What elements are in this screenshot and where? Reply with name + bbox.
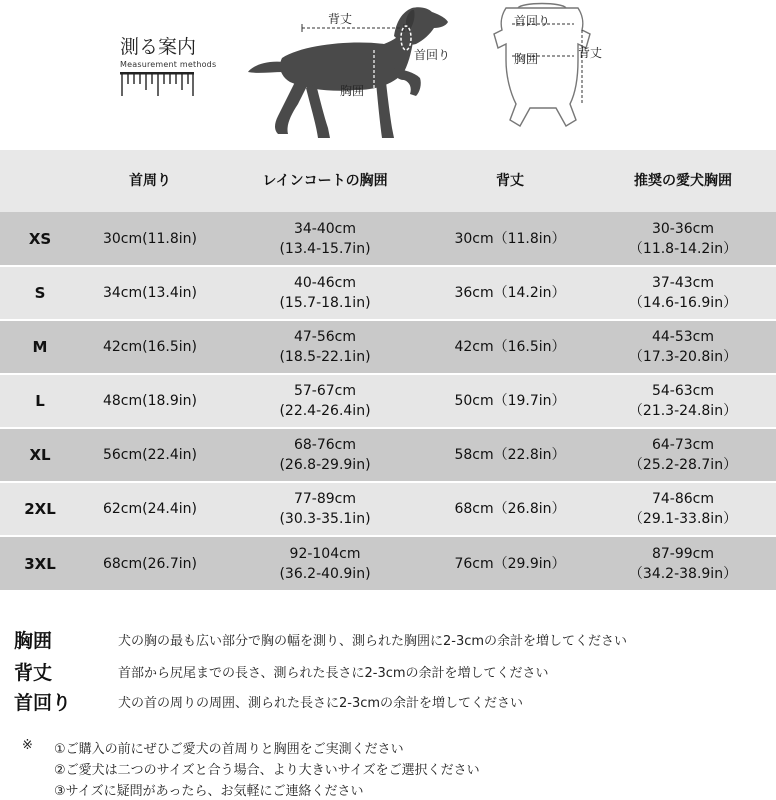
size-label: 3XL — [24, 554, 56, 573]
dog-chest-in: （21.3-24.8in） — [628, 403, 738, 419]
note-item: ②ご愛犬は二つのサイズと合う場合、より大きいサイズをご選択ください — [54, 763, 480, 778]
back-length-value: 30cm（11.8in） — [454, 230, 566, 247]
dog-chest-cm: 44-53cm — [651, 329, 714, 345]
dog-chest-value — [590, 544, 776, 584]
dog-chest-in: （11.8-14.2in） — [628, 240, 738, 257]
table-row — [0, 212, 776, 265]
back-length-value: 50cm（19.7in） — [454, 393, 566, 409]
garment-back-length-label: 背丈 — [578, 46, 603, 60]
coat-chest-in: (15.7-18.1in) — [279, 295, 371, 311]
coat-chest-value — [220, 273, 430, 313]
dog-chest-in: （34.2-38.9in） — [628, 565, 738, 582]
coat-chest-in: (26.8-29.9in) — [279, 457, 371, 473]
back-length-value: 68cm（26.8in） — [454, 501, 566, 517]
definition-neck — [0, 688, 776, 718]
dog-chest-cm: 64-73cm — [651, 437, 714, 453]
garment-neck-label: 首回り — [514, 14, 551, 28]
neck-value: 34cm(13.4in) — [102, 285, 197, 301]
definition-back-length — [0, 658, 776, 688]
coat-chest-in: (18.5-22.1in) — [279, 349, 371, 365]
size-label: XS — [28, 229, 52, 248]
dog-chest-value — [590, 435, 776, 475]
dog-chest-cm: 87-99cm — [651, 545, 714, 562]
coat-chest-cm: 40-46cm — [293, 275, 356, 291]
coat-chest-cm: 92-104cm — [289, 545, 361, 562]
dog-chest-cm: 30-36cm — [651, 220, 714, 237]
measurement-method-subtitle: Measurement methods — [120, 60, 217, 69]
dog-chest-in: （25.2-28.7in） — [628, 457, 738, 473]
ruler-icon — [120, 72, 196, 98]
note-item: ③サイズに疑問があったら、お気軽にご連絡ください — [54, 784, 364, 799]
dog-chest-in: （29.1-33.8in） — [628, 511, 738, 527]
back-length-value: 42cm（16.5in） — [454, 339, 566, 355]
definition-term: 胸囲 — [14, 630, 53, 652]
dog-chest-cm: 37-43cm — [651, 275, 714, 291]
dog-neck-label: 首回り — [414, 48, 451, 62]
dog-silhouette-icon — [244, 0, 474, 150]
note-mark: ※ — [22, 738, 33, 753]
dog-chest-value — [590, 219, 776, 259]
dog-chest-value — [590, 327, 776, 367]
coat-chest-in: (36.2-40.9in) — [279, 565, 371, 582]
coat-chest-cm: 57-67cm — [293, 383, 356, 399]
coat-chest-cm: 68-76cm — [293, 437, 356, 453]
table-row — [0, 321, 776, 373]
back-length-value: 76cm（29.9in） — [454, 555, 566, 572]
garment-chest-label: 胸囲 — [514, 52, 539, 66]
neck-value: 68cm(26.7in) — [102, 555, 197, 572]
dog-chest-label: 胸囲 — [340, 84, 365, 98]
dog-back-length-label: 背丈 — [328, 12, 353, 26]
definition-description: 首部から尻尾までの長さ、測られた長さに2-3cmの余計を増してください — [118, 666, 549, 681]
neck-value: 56cm(22.4in) — [102, 447, 197, 463]
table-row — [0, 267, 776, 319]
definition-chest — [0, 626, 776, 656]
dog-chest-value — [590, 381, 776, 421]
measurement-method-title: 測る案内 — [120, 36, 197, 58]
coat-chest-value — [220, 381, 430, 421]
back-length-value: 58cm（22.8in） — [454, 447, 566, 463]
definition-term: 背丈 — [14, 662, 53, 684]
coat-chest-value — [220, 219, 430, 259]
header-dog-chest: 推奨の愛犬胸囲 — [634, 173, 732, 189]
header-neck: 首周り — [129, 173, 171, 189]
header-coat-chest: レインコートの胸囲 — [262, 173, 388, 189]
dog-chest-value — [590, 489, 776, 529]
coat-chest-cm: 77-89cm — [293, 491, 356, 507]
size-label: 2XL — [24, 500, 56, 518]
table-row — [0, 537, 776, 590]
definition-description: 犬の首の周りの周囲、測られた長さに2-3cmの余計を増してください — [118, 696, 524, 711]
size-label: L — [35, 392, 45, 410]
dog-chest-value — [590, 273, 776, 313]
coat-chest-in: (30.3-35.1in) — [279, 511, 371, 527]
coat-chest-in: (13.4-15.7in) — [279, 240, 371, 257]
neck-value: 30cm(11.8in) — [102, 230, 197, 247]
table-header-row — [0, 150, 776, 212]
neck-value: 42cm(16.5in) — [102, 339, 197, 355]
size-label: M — [32, 338, 48, 356]
coat-chest-value — [220, 435, 430, 475]
dog-chest-in: （17.3-20.8in） — [628, 349, 738, 365]
coat-chest-cm: 47-56cm — [293, 329, 356, 345]
table-row — [0, 375, 776, 427]
table-row — [0, 483, 776, 535]
back-length-value: 36cm（14.2in） — [454, 285, 566, 301]
coat-chest-in: (22.4-26.4in) — [279, 403, 371, 419]
neck-value: 48cm(18.9in) — [102, 393, 197, 409]
note-item: ①ご購入の前にぜひご愛犬の首周りと胸囲をご実測ください — [54, 742, 404, 757]
dog-chest-in: （14.6-16.9in） — [628, 295, 738, 311]
size-label: S — [34, 284, 46, 302]
neck-value: 62cm(24.4in) — [102, 501, 197, 517]
definition-description: 犬の胸の最も広い部分で胸の幅を測り、測られた胸囲に2-3cmの余計を増してください — [118, 634, 628, 649]
coat-chest-cm: 34-40cm — [293, 220, 356, 237]
coat-chest-value — [220, 544, 430, 584]
dog-chest-cm: 74-86cm — [651, 491, 714, 507]
measurement-guide-header — [0, 0, 776, 150]
size-label: XL — [29, 446, 51, 464]
table-row — [0, 429, 776, 481]
header-back-length: 背丈 — [496, 173, 524, 189]
dog-chest-cm: 54-63cm — [651, 383, 714, 399]
coat-chest-value — [220, 327, 430, 367]
definition-term: 首回り — [14, 692, 72, 714]
coat-chest-value — [220, 489, 430, 529]
